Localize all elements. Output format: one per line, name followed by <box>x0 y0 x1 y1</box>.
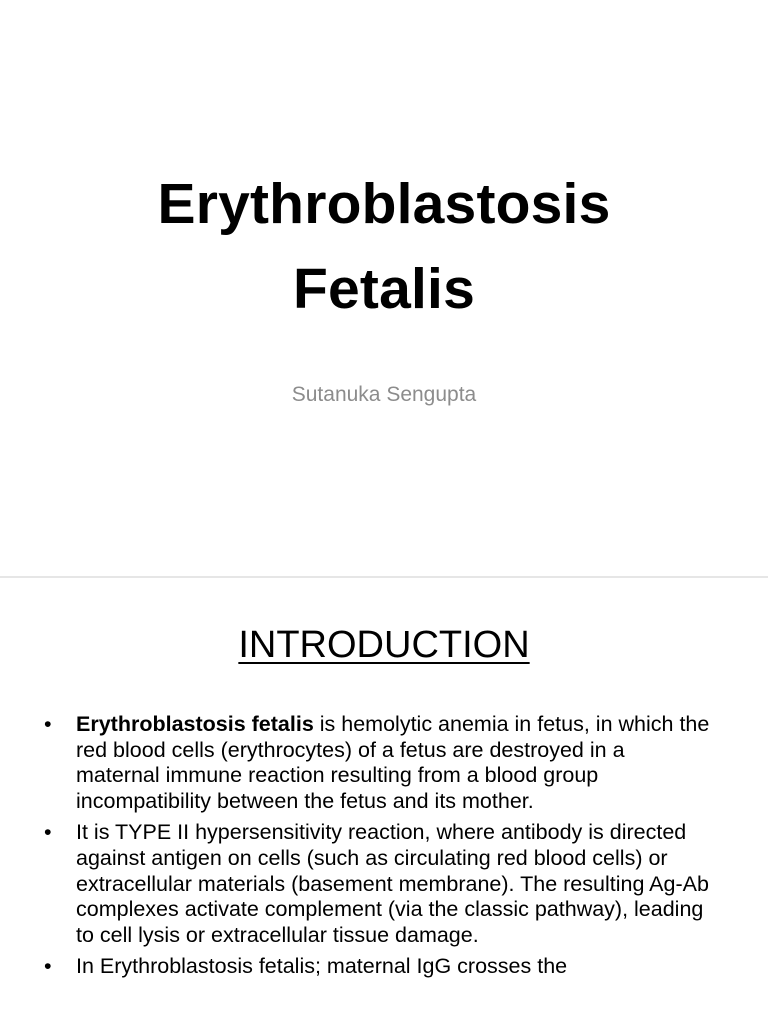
bold-term: Erythroblastosis fetalis <box>76 712 314 736</box>
list-item <box>0 712 768 814</box>
list-item <box>0 820 768 948</box>
bullet-list <box>0 712 768 986</box>
title-line-2: Fetalis <box>293 257 475 321</box>
list-item <box>0 954 768 980</box>
bullet-text: is hemolytic anemia in fetus, in which the red blood cells (erythrocytes) of a fetus are destroyed in a maternal immune reaction resulting from a blood group incompatibility between the fetus and its mother. <box>76 712 710 813</box>
bullet-text: It is TYPE II hypersensitivity reaction, where antibody is directed against antigen on cells (such as circulating red blood cells) or extracellular materials (basement membrane). The resulting Ag-Ab complexes activate complement (via the classic pathway), leading to cell lysis or extracellular tissue damage. <box>76 820 709 947</box>
section-heading: INTRODUCTION <box>238 624 530 666</box>
introduction-slide <box>0 578 768 1024</box>
bullet-icon: • <box>44 712 52 736</box>
slide-title <box>0 162 768 332</box>
bullet-text: In Erythroblastosis fetalis; maternal IgG crosses the <box>76 954 568 979</box>
bullet-icon: • <box>44 954 52 979</box>
title-line-1: Erythroblastosis <box>157 172 611 236</box>
bullet-icon: • <box>44 820 52 845</box>
author-name: Sutanuka Sengupta <box>291 383 477 406</box>
